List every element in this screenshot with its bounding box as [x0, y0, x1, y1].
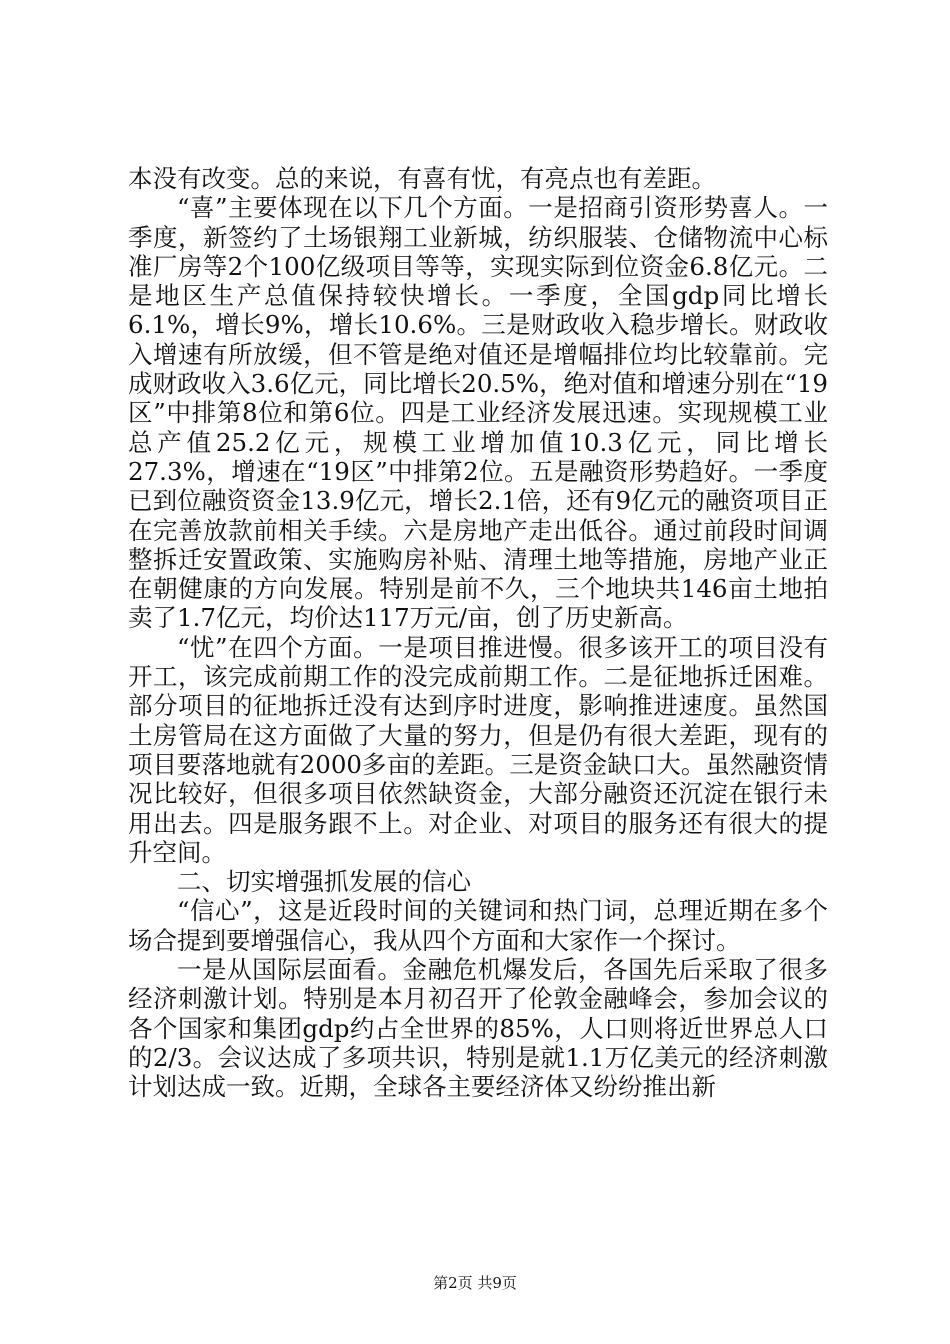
document-body — [128, 164, 828, 1102]
paragraph-confidence: “信心”，这是近段时间的关键词和热门词，总理近期在多个场合提到要增强信心，我从四个方面和大家作一个探讨。 — [128, 896, 828, 955]
section-heading: 二、切实增强抓发展的信心 — [177, 867, 471, 897]
page-number: 第2页 共9页 — [433, 1274, 517, 1292]
paragraph-continued: 本没有改变。总的来说，有喜有忧，有亮点也有差距。 — [128, 164, 716, 193]
paragraph-international: 一是从国际层面看。金融危机爆发后，各国先后采取了很多经济刺激计划。特别是本月初召开了伦敦金融峰会，参加会议的各个国家和集团gdp约占全世界的85%，人口则将近世界总人口的2/3。会议达成了多项共识，特别是就1.1万亿美元的经济刺激计划达成一致。近期，全球各主要经济体又纷纷推出新 — [128, 955, 828, 1102]
paragraph-worries: “忧”在四个方面。一是项目推进慢。很多该开工的项目没有开工，该完成前期工作的没完成前期工作。二是征地拆迁困难。部分项目的征地拆迁没有达到序时进度，影响推进速度。虽然国土房管局在这方面做了大量的努力，但是仍有很大差距，现有的项目要落地就有2000多亩的差距。三是资金缺口大。虽然融资情况比较好，但很多项目依然缺资金，大部分融资还沉淀在银行未用出去。四是服务跟不上。对企业、对项目的服务还有很大的提升空间。 — [128, 632, 828, 867]
paragraph-joys: “喜”主要体现在以下几个方面。一是招商引资形势喜人。一季度，新签约了土场银翔工业新城，纺织服装、仓储物流中心标准厂房等2个100亿级项目等等，实现实际到位资金6.8亿元。二是地区生产总值保持较快增长。一季度，全国gdp同比增长6.1%，增长9%，增长10.6%。三是财政收入稳步增长。财政收入增速有所放缓，但不管是绝对值还是增幅排位均比较靠前。完成财政收入3.6亿元，同比增长20.5%，绝对值和增速分别在“19区”中排第8位和第6位。四是工业经济发展迅速。实现规模工业总产值25.2亿元，规模工业增加值10.3亿元，同比增长27.3%，增速在“19区”中排第2位。五是融资形势趋好。一季度已到位融资资金13.9亿元，增长2.1倍，还有9亿元的融资项目正在完善放款前相关手续。六是房地产走出低谷。通过前段时间调整拆迁安置政策、实施购房补贴、清理土地等措施，房地产业正在朝健康的方向发展。特别是前不久，三个地块共146亩土地拍卖了1.7亿元，均价达117万元/亩，创了历史新高。 — [128, 193, 828, 633]
page-footer — [0, 1272, 950, 1293]
